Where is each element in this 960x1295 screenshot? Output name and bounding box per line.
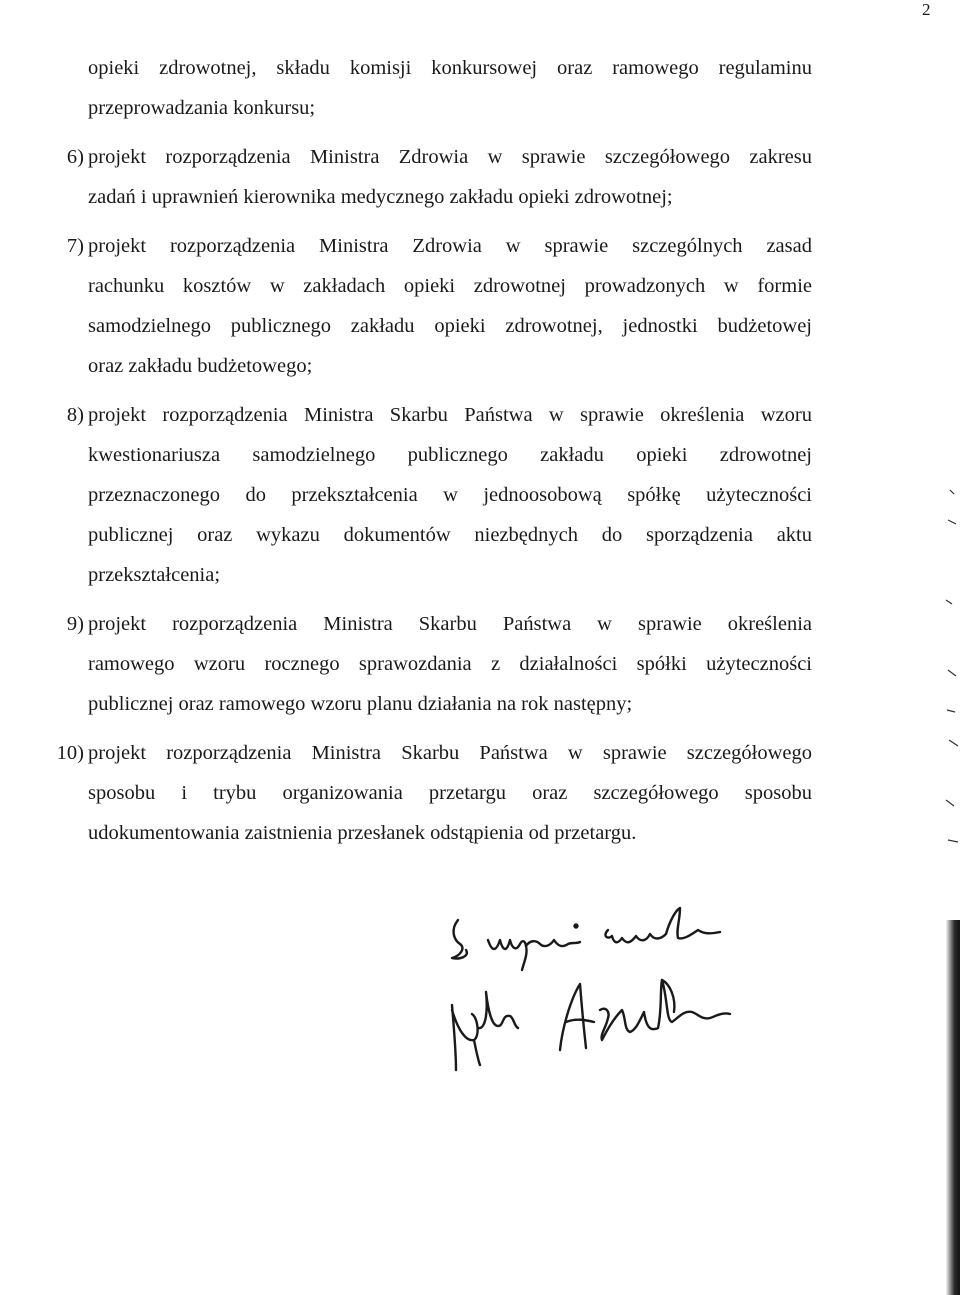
list-item-line: udokumentowania zaistnienia przesłanek odstąpienia od przetargu. [88, 822, 637, 844]
list-item-8 [52, 395, 812, 595]
list-item-10 [52, 733, 812, 853]
list-item-6 [52, 137, 812, 217]
list-item-line: ramowego wzoru rocznego sprawozdania z działalności spółki użyteczności [88, 653, 812, 675]
list-item-line: publicznej oraz ramowego wzoru planu działania na rok następny; [88, 693, 633, 715]
list-item-line: projekt rozporządzenia Ministra Zdrowia w sprawie szczegółowego zakresu [88, 146, 812, 168]
list-item-number: 8) [66, 404, 84, 426]
list-item-line: projekt rozporządzenia Ministra Skarbu Państwa w sprawie określenia wzoru [88, 404, 812, 426]
list-item-line: rachunku kosztów w zakładach opieki zdrowotnej prowadzonych w formie [88, 275, 812, 297]
list-item-line: publicznej oraz wykazu dokumentów niezbędnych do sporządzenia aktu [88, 524, 812, 546]
list-item-line: projekt rozporządzenia Ministra Skarbu Państwa w sprawie określenia [88, 613, 812, 635]
list-item-7 [52, 226, 812, 386]
list-item-line: sposobu i trybu organizowania przetargu oraz szczegółowego sposobu [88, 782, 812, 804]
list-item-line: oraz zakładu budżetowego; [88, 355, 313, 377]
list-item-line: samodzielnego publicznego zakładu opieki zdrowotnej, jednostki budżetowej [88, 315, 812, 337]
list-item-line: projekt rozporządzenia Ministra Zdrowia w sprawie szczególnych zasad [88, 235, 812, 257]
list-item-number: 10) [56, 742, 84, 764]
list-item-line: przeznaczonego do przekształcenia w jednoosobową spółkę użyteczności [88, 484, 812, 506]
list-item-number: 6) [66, 146, 84, 168]
intro-line: opieki zdrowotnej, składu komisji konkursowej oraz ramowego regulaminu [88, 57, 812, 79]
list-item-number: 9) [66, 613, 84, 635]
intro-paragraph [52, 48, 812, 128]
list-item-line: przekształcenia; [88, 564, 221, 586]
page-number: 2 [922, 0, 931, 19]
list-item-line: zadań i uprawnień kierownika medycznego zakładu opieki zdrowotnej; [88, 186, 673, 208]
scan-dark-strip [946, 920, 960, 1295]
intro-line: przeprowadzania konkursu; [88, 97, 316, 119]
list-item-9 [52, 604, 812, 724]
list-item-line: projekt rozporządzenia Ministra Skarbu Państwa w sprawie szczegółowego [88, 742, 812, 764]
list-item-number: 7) [66, 235, 84, 257]
handwritten-signature [430, 900, 760, 1100]
document-body [52, 48, 812, 853]
list-item-line: kwestionariusza samodzielnego publicznego zakładu opieki zdrowotnej [88, 444, 812, 466]
